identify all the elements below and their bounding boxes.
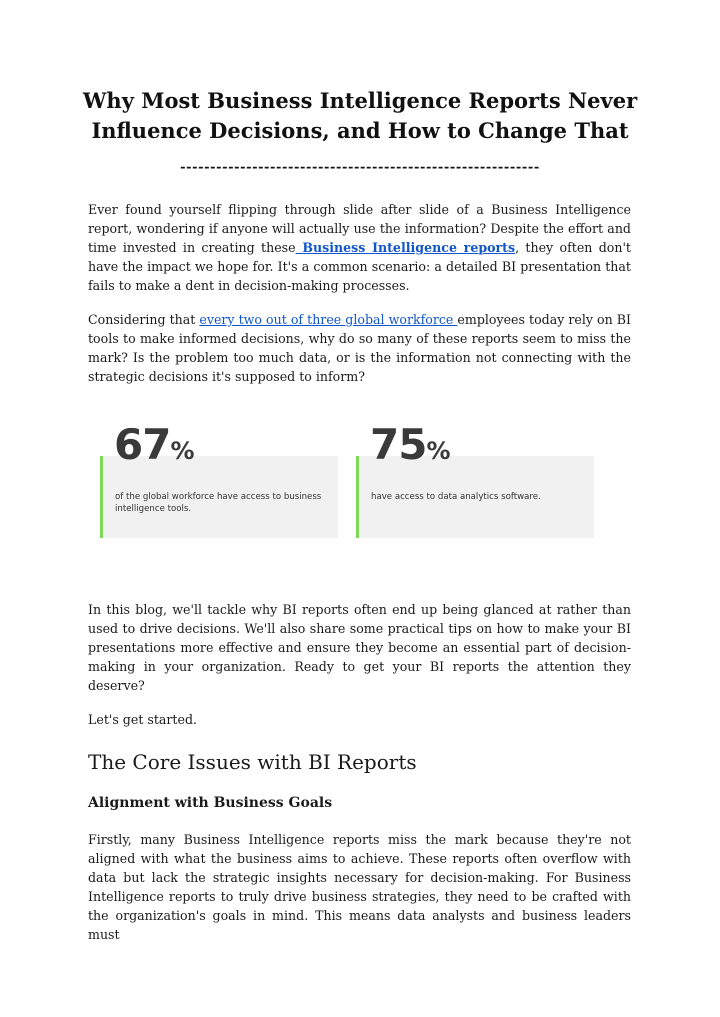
body-paragraph-1: In this blog, we'll tackle why BI reports often end up being glanced at rather than used to drive decisions. We'll also share some practical tips on how to make your BI presentations more effective and ensure they become an essential part of decision-making in your organization. Ready to get your BI reports the attention they deserve? [88,602,631,693]
stat-unit: % [170,437,195,465]
body-paragraph-3: Firstly, many Business Intelligence reports miss the mark because they're not aligned with what the business aims to achieve. These reports often overflow with data but lack the strategic insights necessary for decision-making. For Business Intelligence reports to truly drive business strategies, they need to be crafted with the organization's goals in mind. This means data analysts and business leaders must [88,832,631,942]
global-workforce-link[interactable]: every two out of three global workforce [199,312,458,327]
page-title [60,86,660,146]
title-line-2: Influence Decisions, and How to Change That [91,118,629,143]
stat-number: 67 [114,420,171,469]
stat-card-2 [356,418,596,543]
stat-accent-bar [356,456,359,538]
intro-paragraph-1 [88,200,631,295]
stat-value [114,420,195,476]
stats-infographic [100,418,600,543]
title-line-1: Why Most Business Intelligence Reports Never [82,88,638,113]
intro-p2-text-before: Considering that [88,312,200,327]
stat-unit: % [426,437,451,465]
intro-p1-text-after: , they often don't have the impact we hope for. It's a common scenario: a detailed BI presentation that fails to make a dent in decision-making processes. [88,240,631,293]
intro-paragraph-2 [88,310,631,386]
intro-p1-text-before: Ever found yourself flipping through slide after slide of a Business Intelligence report, wondering if anyone will actually use the information? Despite the effort and time invested in creating these [88,202,631,255]
section-heading: The Core Issues with BI Reports [88,750,417,774]
intro-p2-text-after: employees today rely on BI tools to make informed decisions, why do so many of these reports seem to miss the mark? Is the problem too much data, or is the information not connecting with the strategic decisions it's supposed to inform? [88,312,632,384]
stat-number: 75 [370,420,427,469]
stat-caption: have access to data analytics software. [371,492,541,502]
stat-caption: of the global workforce have access to business intelligence tools. [115,492,322,514]
stat-accent-bar [100,456,103,538]
dashed-divider: ------------------------------------------------------------ [180,160,540,175]
stat-card-1 [100,418,340,543]
stat-value [370,420,451,476]
body-paragraph-2: Let's get started. [88,712,198,727]
section-subheading: Alignment with Business Goals [88,795,333,811]
bi-reports-link[interactable]: Business Intelligence reports [295,240,516,255]
